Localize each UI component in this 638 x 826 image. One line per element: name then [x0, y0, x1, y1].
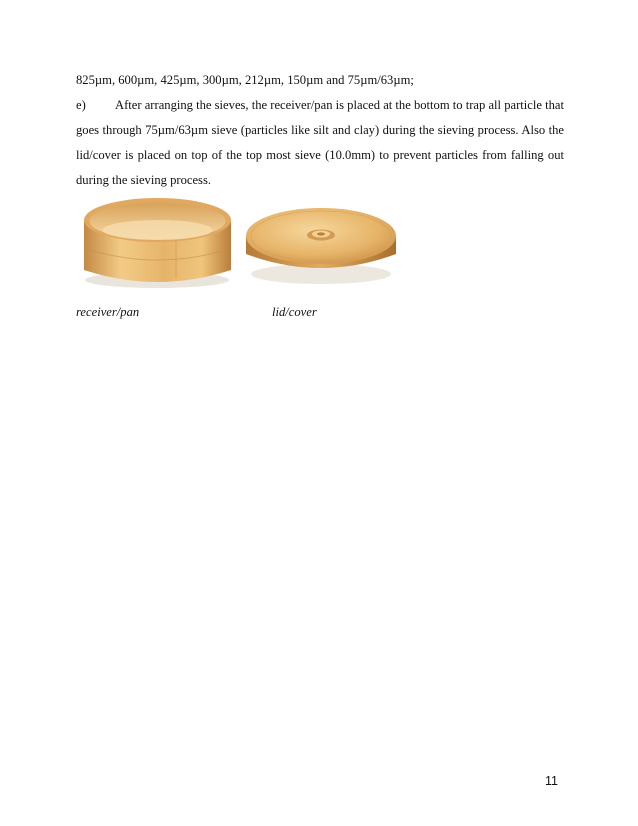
caption-receiver-pan: receiver/pan: [76, 305, 140, 319]
receiver-pan-image: [84, 198, 231, 288]
lid-cover-image: [246, 208, 396, 284]
pan-and-lid-figure: [76, 190, 398, 296]
figure-captions: [76, 300, 436, 320]
sieve-sizes-line: 825µm, 600µm, 425µm, 300µm, 212µm, 150µm and 75µm/63µm;: [76, 73, 414, 87]
paragraph-e: [76, 93, 564, 193]
item-label: e): [76, 98, 86, 112]
caption-lid-cover: lid/cover: [272, 305, 317, 319]
item-text: After arranging the sieves, the receiver/pan is placed at the bottom to trap all particle that goes through 75µm/63µm sieve (particles like silt and clay) during the sieving process. Also the lid/cover is placed on top of the top most sieve (10.0mm) to prevent particles from falling out during the sieving process.: [76, 98, 564, 187]
page-number: 11: [545, 774, 558, 788]
